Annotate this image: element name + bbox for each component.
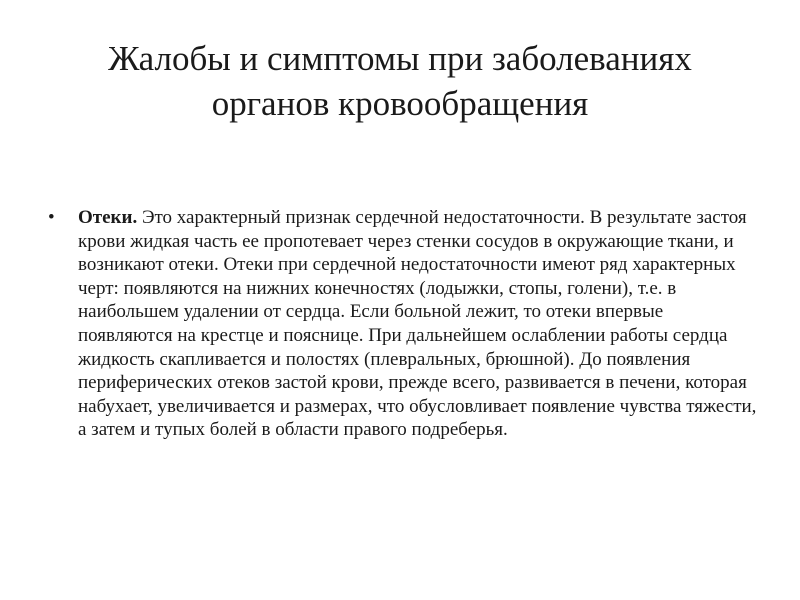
bullet-dot-icon: • bbox=[48, 207, 55, 228]
bullet-item-edema bbox=[44, 206, 760, 442]
bullet-term: Отеки. bbox=[78, 207, 138, 228]
slide-title-line-1: Жалобы и симптомы при заболеваниях bbox=[108, 39, 692, 78]
slide-title bbox=[40, 36, 760, 126]
bullet-text: Это характерный признак сердечной недостаточности. В результате застоя крови жидкая часть ее пропотевает через стенки сосудов в окружающие ткани, и возникают отеки. Отеки при сердечной недостаточности имеют ряд характерных черт: появляются на нижних конечностях (лодыжки, стопы, голени), т.е. в наибольшем удалении от сердца. Если больной лежит, то отеки впервые появляются на крестце и пояснице. При дальнейшем ослаблении работы сердца жидкость скапливается и полостях (плевральных, брюшной). До появления периферических отеков застой крови, прежде всего, развивается в печени, которая набухает, увеличивается и размерах, что обусловливает появление чувства тяжести, а затем и тупых болей в области правого подреберья. bbox=[78, 207, 757, 441]
slide-title-line-2: органов кровообращения bbox=[211, 84, 589, 123]
slide-body bbox=[44, 206, 760, 442]
